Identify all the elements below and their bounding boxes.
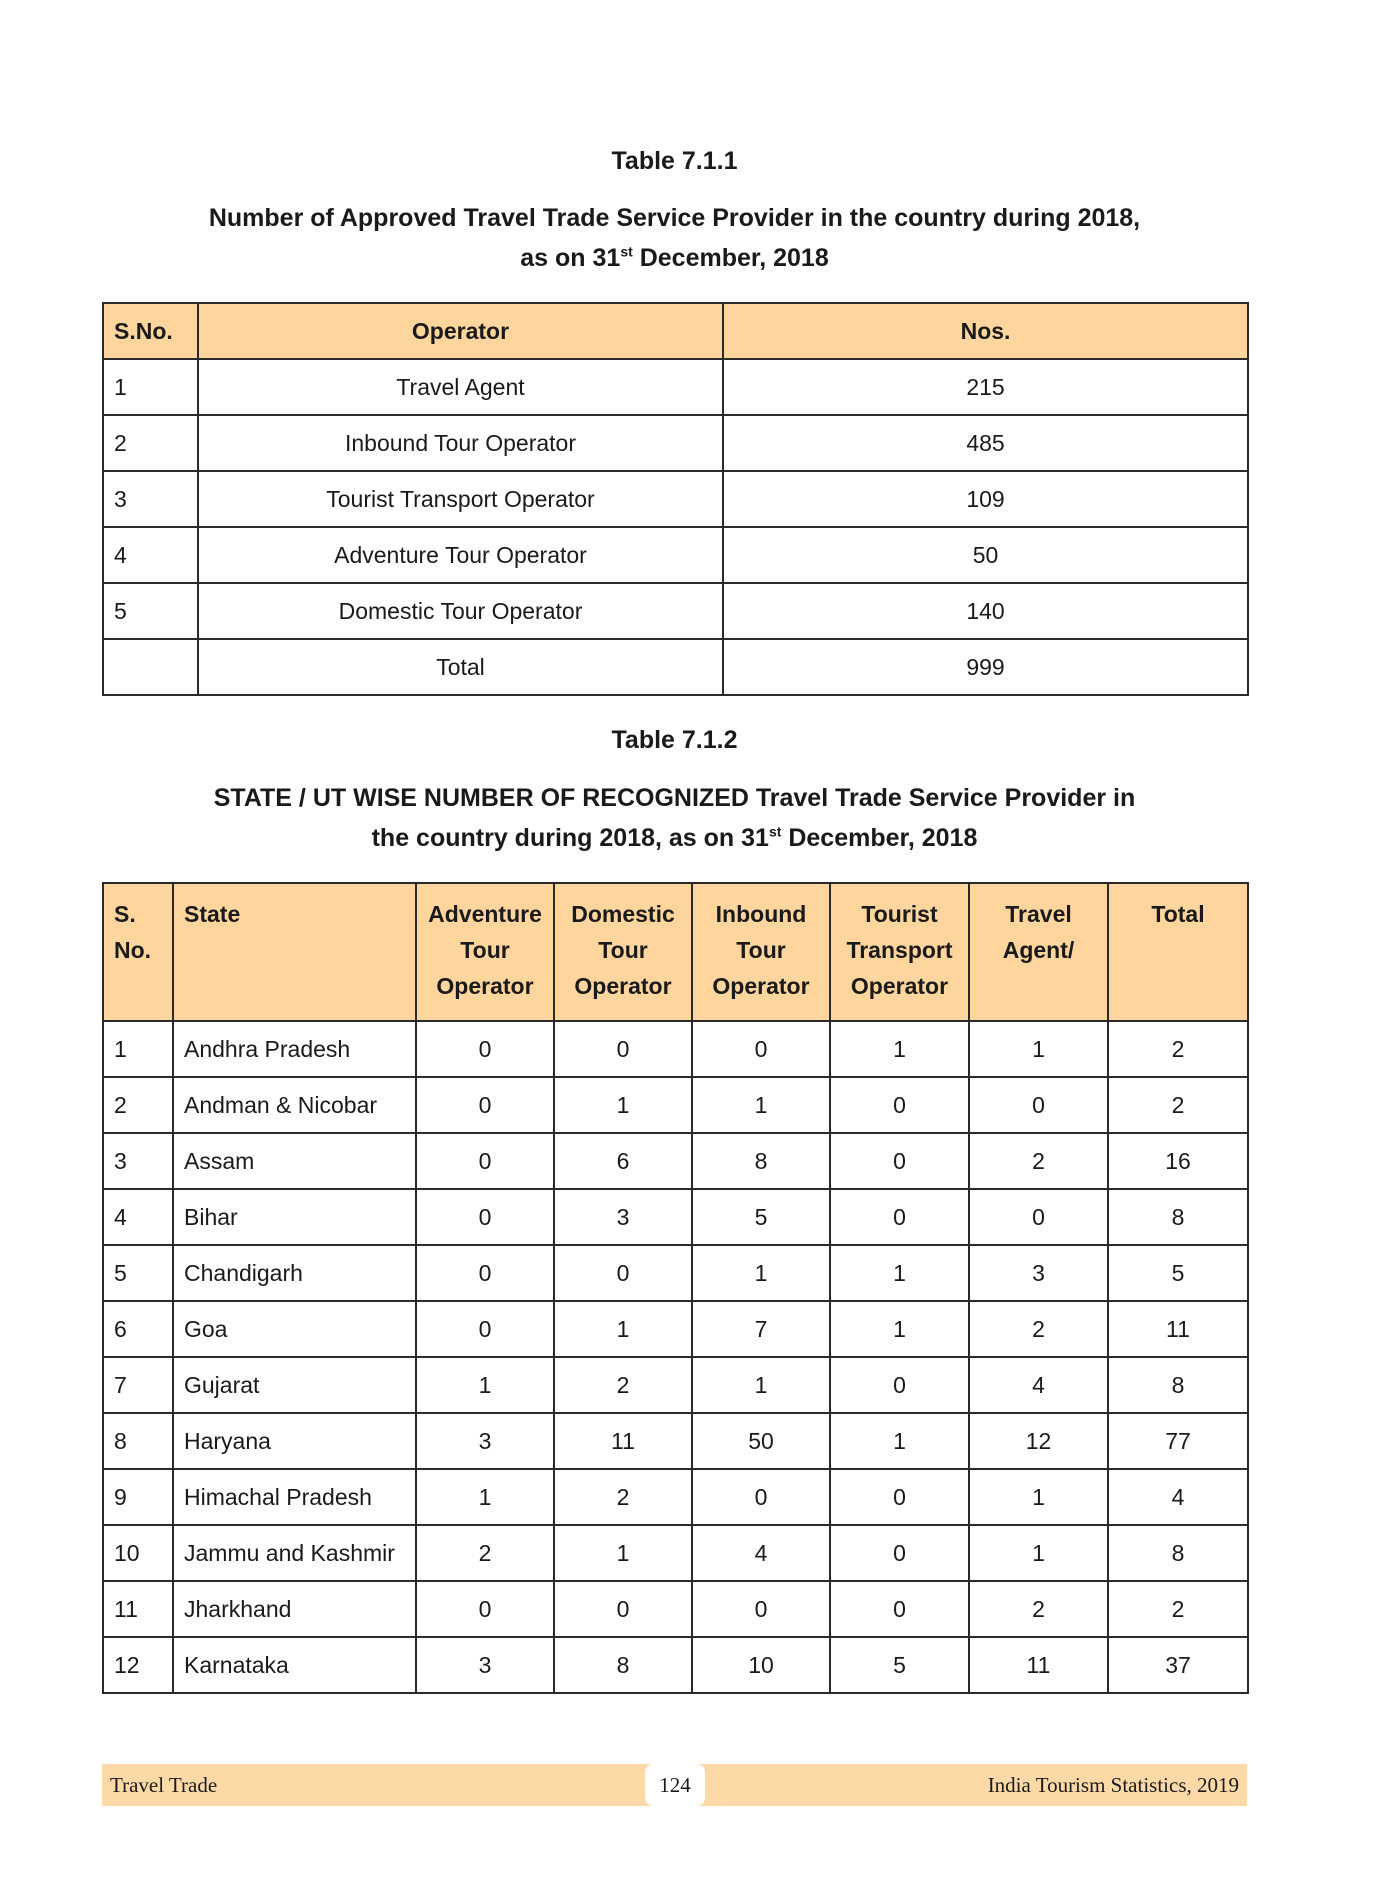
header-line: State [184,901,241,927]
cell-nos: 50 [723,527,1248,583]
cell-domestic: 1 [554,1301,692,1357]
header-line: Tour [460,937,510,963]
cell-nos: 485 [723,415,1248,471]
table-2-title-line1: STATE / UT WISE NUMBER OF RECOGNIZED Travel Trade Service Provider in [213,784,1136,812]
cell-travel-agent: 2 [969,1133,1108,1189]
operators-table [102,302,1249,696]
cell-sno: 7 [103,1357,173,1413]
table-1-title [102,198,1247,278]
cell-state: Bihar [173,1189,416,1245]
header-line: Agent/ [1002,937,1075,963]
table-1-caption: Table 7.1.1 [611,147,738,175]
cell-total: 2 [1108,1077,1248,1133]
cell-adventure: 2 [416,1525,554,1581]
table-row [103,1525,1248,1581]
cell-inbound: 1 [692,1357,830,1413]
header-line: Operator [850,973,949,999]
cell-tourist-transport: 1 [830,1021,969,1077]
cell-total: 37 [1108,1637,1248,1693]
cell-state: Jammu and Kashmir [173,1525,416,1581]
cell-inbound: 0 [692,1581,830,1637]
table-2-caption: Table 7.1.2 [611,726,738,754]
cell-domestic: 8 [554,1637,692,1693]
cell-sno: 2 [103,1077,173,1133]
table-row [103,1413,1248,1469]
header-sno: S.No. [103,303,198,359]
cell-tourist-transport: 0 [830,1469,969,1525]
cell-sno: 8 [103,1413,173,1469]
cell-inbound: 50 [692,1413,830,1469]
cell-travel-agent: 2 [969,1581,1108,1637]
header-line: No. [114,937,152,963]
cell-domestic: 0 [554,1021,692,1077]
table-row [103,1133,1248,1189]
cell-adventure: 0 [416,1189,554,1245]
table-row [103,415,1248,471]
cell-state: Karnataka [173,1637,416,1693]
header-total [1108,883,1248,1021]
cell-inbound: 8 [692,1133,830,1189]
header-line: Operator [712,973,810,999]
cell-inbound: 7 [692,1301,830,1357]
header-state [173,883,416,1021]
cell-sno: 11 [103,1581,173,1637]
cell-inbound: 5 [692,1189,830,1245]
cell-sno: 1 [103,1021,173,1077]
cell-state: Andhra Pradesh [173,1021,416,1077]
cell-domestic: 1 [554,1525,692,1581]
cell-operator: Tourist Transport Operator [198,471,723,527]
cell-domestic: 0 [554,1581,692,1637]
table-1-title-line1: Number of Approved Travel Trade Service Provider in the country during 2018, [208,204,1141,232]
table-row [103,527,1248,583]
cell-total: 2 [1108,1021,1248,1077]
cell-state: Assam [173,1133,416,1189]
table-row [103,471,1248,527]
table-row [103,359,1248,415]
cell-travel-agent: 12 [969,1413,1108,1469]
cell-domestic: 2 [554,1469,692,1525]
cell-domestic: 2 [554,1357,692,1413]
cell-travel-agent: 2 [969,1301,1108,1357]
table-1-title-line2-pre: as on 31 [520,244,621,272]
header-nos: Nos. [723,303,1248,359]
cell-nos: 140 [723,583,1248,639]
cell-inbound: 10 [692,1637,830,1693]
header-line: Travel [1005,901,1072,927]
cell-sno: 5 [103,583,198,639]
cell-adventure: 0 [416,1133,554,1189]
page-number: 124 [645,1764,705,1806]
table-row [103,1581,1248,1637]
table-2-title-line2 [102,818,1247,858]
cell-tourist-transport: 0 [830,1133,969,1189]
cell-tourist-transport: 0 [830,1077,969,1133]
header-sno [103,883,173,1021]
cell-sno: 6 [103,1301,173,1357]
cell-domestic: 0 [554,1245,692,1301]
cell-total: 4 [1108,1469,1248,1525]
table-2-title [102,778,1247,858]
cell-total: 11 [1108,1301,1248,1357]
cell-operator: Domestic Tour Operator [198,583,723,639]
table-row [103,1245,1248,1301]
cell-operator: Travel Agent [198,359,723,415]
header-travel-agent [969,883,1108,1021]
cell-travel-agent: 3 [969,1245,1108,1301]
header-line: Adventure [428,901,542,927]
header-line: S. [114,901,136,927]
cell-operator: Inbound Tour Operator [198,415,723,471]
cell-sno [103,639,198,695]
header-tourist-transport-operator [830,883,969,1021]
cell-travel-agent: 1 [969,1021,1108,1077]
cell-sno: 1 [103,359,198,415]
cell-total: 8 [1108,1357,1248,1413]
cell-state: Gujarat [173,1357,416,1413]
cell-travel-agent: 0 [969,1189,1108,1245]
table-2-title-line2-post: December, 2018 [781,824,978,852]
cell-total: 2 [1108,1581,1248,1637]
header-line: Tourist [861,901,938,927]
table-row [103,1021,1248,1077]
cell-inbound: 1 [692,1245,830,1301]
cell-sno: 12 [103,1637,173,1693]
cell-travel-agent: 1 [969,1469,1108,1525]
header-operator: Operator [198,303,723,359]
table-row [103,1301,1248,1357]
header-line: Tour [598,937,648,963]
cell-nos: 215 [723,359,1248,415]
table-row [103,583,1248,639]
cell-nos: 109 [723,471,1248,527]
cell-sno: 5 [103,1245,173,1301]
cell-state: Jharkhand [173,1581,416,1637]
cell-state: Goa [173,1301,416,1357]
cell-sno: 2 [103,415,198,471]
table-header-row [103,883,1248,1021]
cell-state: Chandigarh [173,1245,416,1301]
cell-domestic: 3 [554,1189,692,1245]
header-line: Inbound [715,901,807,927]
cell-tourist-transport: 5 [830,1637,969,1693]
cell-tourist-transport: 0 [830,1357,969,1413]
cell-adventure: 0 [416,1301,554,1357]
table-1-title-line2-post: December, 2018 [632,244,829,272]
cell-adventure: 1 [416,1357,554,1413]
table-1-title-line2 [102,238,1247,278]
table-row [103,1189,1248,1245]
cell-tourist-transport: 1 [830,1301,969,1357]
cell-adventure: 0 [416,1077,554,1133]
cell-operator: Total [198,639,723,695]
cell-adventure: 0 [416,1245,554,1301]
cell-nos: 999 [723,639,1248,695]
cell-tourist-transport: 0 [830,1581,969,1637]
cell-total: 5 [1108,1245,1248,1301]
page-footer [102,1764,1247,1806]
cell-domestic: 6 [554,1133,692,1189]
header-line: Domestic [571,901,675,927]
cell-sno: 4 [103,527,198,583]
cell-sno: 3 [103,471,198,527]
state-table-body [103,1021,1248,1693]
cell-tourist-transport: 1 [830,1245,969,1301]
table-1-title-line2-sup: st [620,243,633,260]
cell-tourist-transport: 1 [830,1413,969,1469]
cell-adventure: 3 [416,1413,554,1469]
cell-travel-agent: 4 [969,1357,1108,1413]
footer-publication-name: India Tourism Statistics, 2019 [987,1773,1239,1797]
cell-operator: Adventure Tour Operator [198,527,723,583]
table-row [103,1469,1248,1525]
cell-adventure: 3 [416,1637,554,1693]
cell-adventure: 1 [416,1469,554,1525]
cell-adventure: 0 [416,1021,554,1077]
cell-state: Andman & Nicobar [173,1077,416,1133]
table-header-row [103,303,1248,359]
header-line: Transport [846,937,953,963]
cell-tourist-transport: 0 [830,1189,969,1245]
cell-travel-agent: 0 [969,1077,1108,1133]
cell-domestic: 11 [554,1413,692,1469]
cell-state: Himachal Pradesh [173,1469,416,1525]
cell-total: 8 [1108,1525,1248,1581]
state-wise-table [102,882,1249,1694]
table-row [103,1357,1248,1413]
table-2-title-line2-pre: the country during 2018, as on 31 [371,824,769,852]
cell-total: 77 [1108,1413,1248,1469]
cell-travel-agent: 11 [969,1637,1108,1693]
cell-sno: 3 [103,1133,173,1189]
header-adventure-tour-operator [416,883,554,1021]
cell-sno: 4 [103,1189,173,1245]
cell-inbound: 1 [692,1077,830,1133]
header-line: Total [1151,901,1205,927]
cell-total: 8 [1108,1189,1248,1245]
cell-sno: 9 [103,1469,173,1525]
table-2-title-line2-sup: st [768,823,782,840]
header-line: Operator [436,973,534,999]
table-row [103,1077,1248,1133]
cell-inbound: 0 [692,1021,830,1077]
header-inbound-tour-operator [692,883,830,1021]
cell-travel-agent: 1 [969,1525,1108,1581]
cell-sno: 10 [103,1525,173,1581]
header-domestic-tour-operator [554,883,692,1021]
cell-total: 16 [1108,1133,1248,1189]
cell-state: Haryana [173,1413,416,1469]
table-total-row [103,639,1248,695]
cell-tourist-transport: 0 [830,1525,969,1581]
header-line: Tour [736,937,786,963]
footer-section-name: Travel Trade [110,1773,218,1797]
cell-inbound: 0 [692,1469,830,1525]
table-row [103,1637,1248,1693]
header-line: Operator [574,973,672,999]
cell-domestic: 1 [554,1077,692,1133]
cell-adventure: 0 [416,1581,554,1637]
cell-inbound: 4 [692,1525,830,1581]
